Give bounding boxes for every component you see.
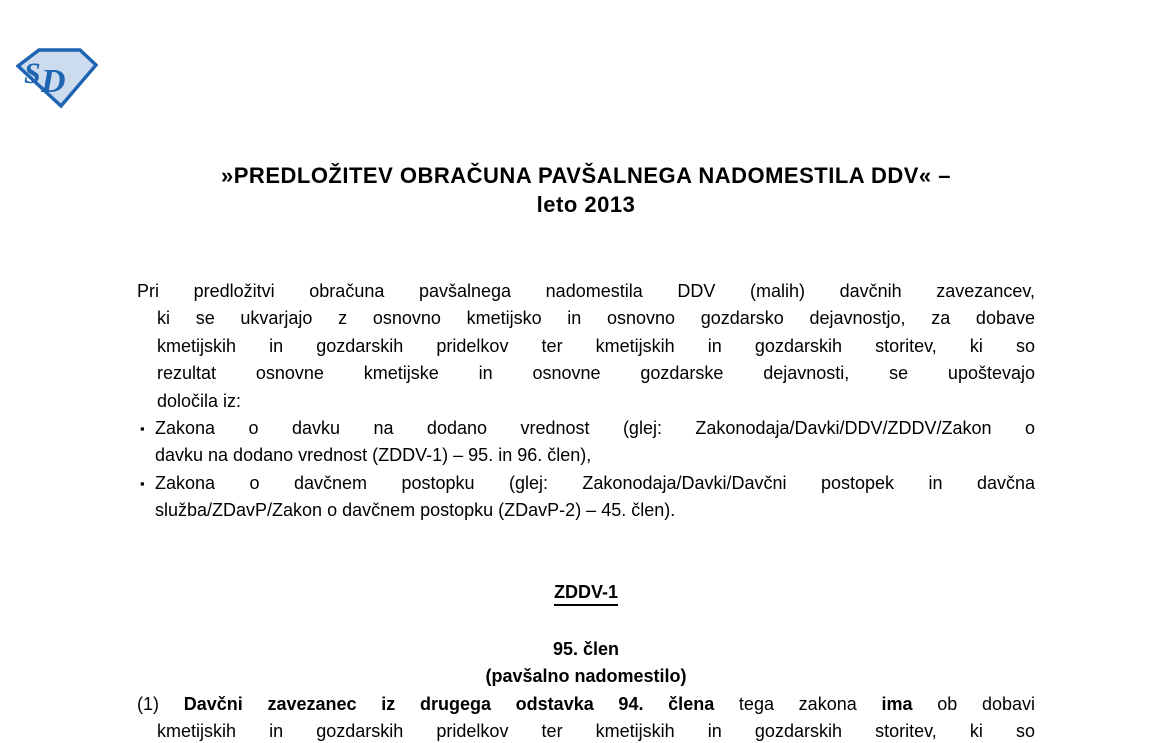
article-paragraph-1 — [137, 691, 1035, 743]
paragraph-segment-bold: Davčni zavezanec iz drugega odstavka 94. člena — [183, 693, 715, 714]
sd-logo — [16, 47, 98, 109]
intro-line: kmetijskih in gozdarskih pridelkov ter kmetijskih in gozdarskih storitev, ki so — [157, 335, 1035, 356]
bullet-icon: ▪ — [140, 475, 145, 491]
intro-line: Pri predložitvi obračuna pavšalnega nadomestila DDV (malih) davčnih zavezancev, — [137, 281, 1035, 301]
document-content — [137, 161, 1035, 743]
list-item — [140, 415, 1035, 470]
article-title: (pavšalno nadomestilo) — [485, 666, 687, 687]
reference-line: Zakona o davčnem postopku (glej: Zakonodaja/Davki/Davčni postopek in davčna — [155, 472, 1035, 493]
article-number: 95. člen — [552, 639, 620, 660]
intro-line: določila iz: — [157, 390, 242, 411]
logo-letter-d: D — [41, 63, 66, 100]
reference-line: služba/ZDavP/Zakon o davčnem postopku (ZDavP-2) – 45. člen). — [155, 500, 676, 521]
list-item — [140, 470, 1035, 525]
intro-line: rezultat osnovne kmetijske in osnovne gozdarske dejavnosti, se upoštevajo — [157, 363, 1035, 384]
document-title — [137, 161, 1035, 219]
article-paragraph-line: kmetijskih in gozdarskih pridelkov ter kmetijskih in gozdarskih storitev, ki so — [157, 721, 1035, 742]
bullet-icon: ▪ — [140, 421, 145, 437]
law-heading — [137, 579, 1035, 606]
intro-line: ki se ukvarjajo z osnovno kmetijsko in osnovno gozdarsko dejavnostjo, za dobave — [157, 308, 1035, 329]
logo-letter-s: S — [24, 57, 41, 90]
reference-line: davku na dodano vrednost (ZDDV-1) – 95. in 96. člen), — [155, 445, 592, 466]
paragraph-segment: ob dobavi — [912, 693, 1035, 714]
paragraph-segment: tega zakona — [714, 693, 882, 714]
title-line-2: leto 2013 — [536, 192, 636, 217]
law-heading-text: ZDDV-1 — [554, 582, 618, 606]
title-line-1: »PREDLOŽITEV OBRAČUNA PAVŠALNEGA NADOMESTILA DDV« – — [221, 163, 951, 188]
reference-line: Zakona o davku na dodano vrednost (glej: Zakonodaja/Davki/DDV/ZDDV/Zakon o — [155, 418, 1035, 439]
paragraph-segment: (1) — [137, 693, 184, 714]
article-paragraph-line — [137, 691, 1035, 718]
legal-references-list — [137, 415, 1035, 525]
paragraph-segment-bold: ima — [881, 693, 913, 714]
intro-paragraph — [137, 278, 1035, 415]
